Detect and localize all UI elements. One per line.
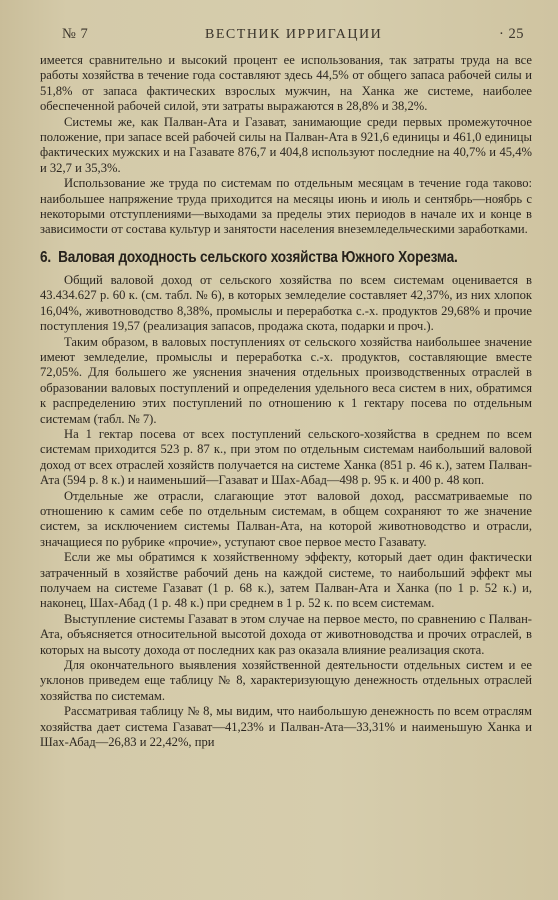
- paragraph: Системы же, как Палван-Ата и Газават, занимающие среди первых промежуточное положение, при запасе всей рабочей силы на Палван-Ата в 921,6 единицы и 461,0 единицы фактических мужских и на Газавате 876,7 и 404,8 используют последние на 40,7% и 45,4% и 32,7 и 35,3%.: [40, 114, 532, 175]
- paragraph: Использование же труда по системам по отдельным месяцам в течение года таково: наибольшее напряжение труда приходится на месяцы июнь и июль и сентябрь—ноябрь с некоторыми отступлениями—выходами за пределы этих периодов в начале их и конце в зависимости от состава культур и занятости населения внеземледельческими заработками.: [40, 176, 532, 237]
- paragraph: На 1 гектар посева от всех поступлений сельского-хозяйства в среднем по всем системам приходится 523 р. 87 к., при этом по отдельным системам наибольший валовой доход от всех отраслей хозяйств получается на системе Ханка (851 р. 46 к.), затем Палван-Ата (594 р. 8 к.) и наименьший—Газават и Шах-Абад—498 р. 95 к. и 400 р. 48 коп.: [40, 426, 532, 488]
- running-header: [40, 26, 532, 43]
- paragraph: Таким образом, в валовых поступлениях от сельского хозяйства наибольшее значение имеют земледелие, промыслы и переработка с.-х. продуктов, составляющие вместе 72,05%. Для большего же уяснения значения отдельных производственных отраслей в образовании валовых поступлений и определения удельного веса систем в них, обратимся к распределению этих поступлений по отношению к 1 гектару посева по отдельным системам (табл. № 7).: [40, 334, 532, 426]
- paragraph: Отдельные же отрасли, слагающие этот валовой доход, рассматриваемые по отношению к самим себе по отдельным системам, в общем сохраняют то же значение систем, за исключением системы Палван-Ата, на которой животноводство и отрасли, значащиеся по рубрике «прочие», уступают свое первое место Газавату.: [40, 488, 532, 549]
- paragraph: Для окончательного выявления хозяйственной деятельности отдельных систем и ее уклонов приведем еще таблицу № 8, характеризующую денежность отдельных отраслей хозяйства по системам.: [40, 658, 532, 703]
- paragraph: Рассматривая таблицу № 8, мы видим, что наибольшую денежность по всем отраслям хозяйства дает система Газават—41,23% и Палван-Ата—33,31% и наименьшую Ханка и Шах-Абад—26,83 и 22,42%, при: [40, 704, 532, 750]
- journal-title: ВЕСТНИК ИРРИГАЦИИ: [205, 27, 383, 42]
- paragraph: имеется сравнительно и высокий процент ее использования, так затраты труда на все работы хозяйства в течение года составляют здесь 44,5% от общего запаса рабочей силы и 51,8% от запаса фактических взрослых мужчин, на Ханка же системе, наиболее обеспеченной рабочей силой, эти затраты выражаются в 28,8% и 38,2%.: [40, 53, 532, 114]
- paragraph: Выступление системы Газават в этом случае на первое место, по сравнению с Палван-Ата, объясняется относительной высотой дохода от животноводства и прочих отраслей, в которых на высоту дохода от последних как раз оказала влияние реализация скота.: [40, 611, 532, 657]
- paragraph: Если же мы обратимся к хозяйственному эффекту, который дает один фактически затраченный в хозяйстве рабочий день на каждой системе, то наибольший эффект мы получаем на системе Газават (1 р. 68 к.), затем Палван-Ата и Ханка (по 1 р. 52 к.) и, наконец, Шах-Абад (1 р. 48 к.) при среднем в 1 р. 52 к. по всем системам.: [40, 550, 532, 611]
- paragraph: Общий валовой доход от сельского хозяйства по всем системам оценивается в 43.434.627 р. 60 к. (см. табл. № 6), в которых земледелие составляет 42,37%, из них хлопок 16,04%, животноводство 8,38%, промыслы и переработка с.-х. продуктов 29,68% и прочие поступления 19,57 (реализация запасов, продажа скота, подарки и проч.).: [40, 272, 532, 334]
- section-number: 6.: [40, 248, 52, 266]
- section-title: Валовая доходность сельского хозяйства Южного Хорезма.: [58, 248, 458, 266]
- article-body: [40, 53, 532, 750]
- page-number: · 25: [499, 26, 524, 42]
- issue-number: № 7: [62, 26, 89, 42]
- section-heading: [40, 248, 473, 268]
